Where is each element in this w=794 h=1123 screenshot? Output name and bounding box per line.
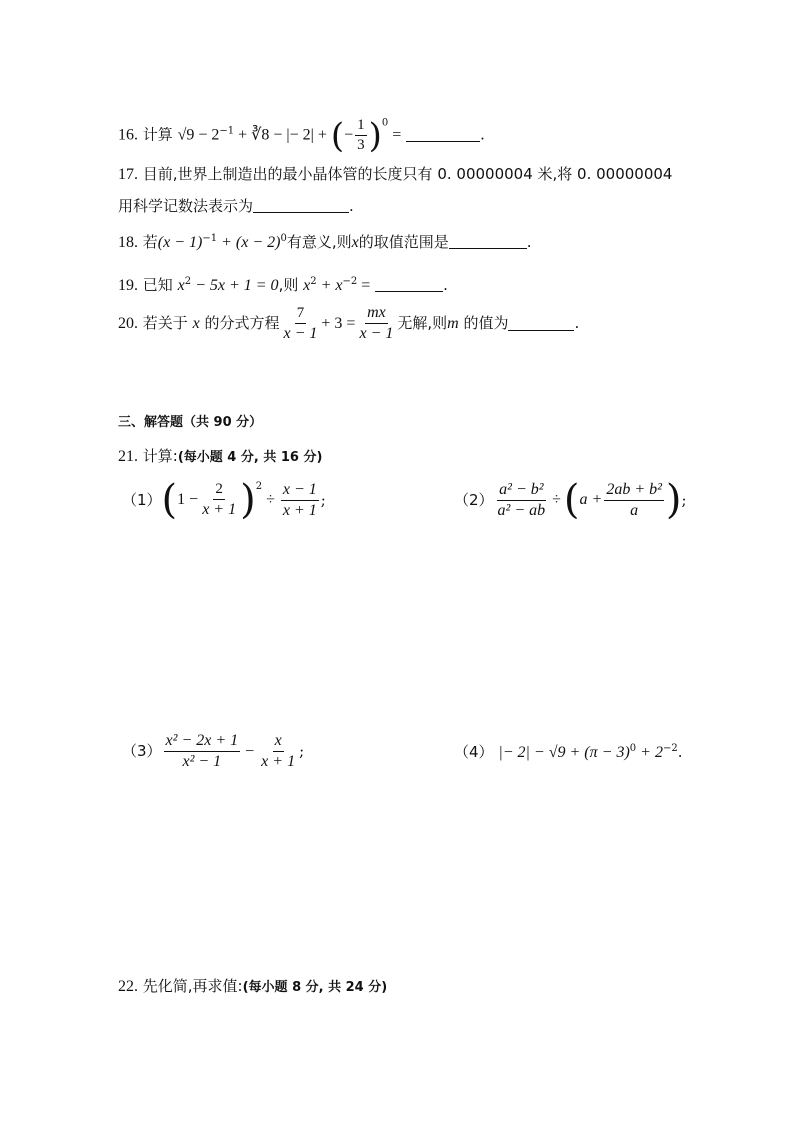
section-heading: 三、解答题（共 90 分） [118,415,263,430]
fraction: $\frac{2}{x + 1}$ [202,481,237,518]
fraction: $\frac{\text{2ab + b²}}{a}$ [606,480,662,519]
question-number: 22. [118,978,138,995]
fraction: $\frac{\text{a² − b²}}{\text{a² − ab}}$ [497,480,546,519]
answer-blank[interactable] [406,127,480,142]
exponent: −1 [219,125,235,137]
math-expression: |− 2| − √9 + (π − 3) [498,744,630,761]
fraction: $\frac{\text{x² − 2x + 1}}{\text{x² − 1}}$ [165,732,239,770]
fraction: $\frac{mx}{x - 1}$ [359,304,394,342]
math-expression: (x − 1) [157,234,203,251]
question-17 [118,167,672,183]
part-label: （1） [122,490,162,509]
question-19: 19. 已知 $x^2 - 5x + 1 = 0$,则 $x^2 + x^{-2}$ = . [118,276,448,294]
part-label: （3） [122,742,162,760]
answer-blank[interactable] [253,198,349,213]
question-number: 19. [118,277,138,294]
question-21-part-2: （2） $\frac{\text{a² − b²}}{\text{a² − ab}}$ ÷ ( a + $\frac{\text{2ab + b²}}{a}$ ) ; [454,477,687,523]
question-21: 21. 计算:(每小题 4 分, 共 16 分) [118,447,323,465]
question-21-part-3: （3） $\frac{\text{x² − 2x + 1}}{\text{x² − 1}}$ − $\frac{x}{x + 1}$ ; [122,732,305,770]
answer-blank[interactable] [375,277,443,292]
question-number: 21. [118,448,138,465]
fraction: $\frac{1}{3}$ [357,117,365,153]
fraction: $\frac{7}{x - 1}$ [283,304,318,342]
question-number: 17. [118,166,138,183]
question-text: 计算 [142,125,173,144]
score-note: (每小题 8 分, 共 24 分) [242,980,388,995]
math-expression: + (x − 2) [217,234,281,251]
question-20: 20. 若关于 x 的分式方程 $\frac{7}{x - 1}$ + 3 = $\frac{mx}{x - 1}$ 无解,则 m 的值为 . [118,304,580,342]
part-label: （2） [454,490,494,509]
question-text: 用科学记数法表示为 [118,197,254,215]
question-number: 18. [118,234,138,251]
math-expression: √9 − 2 [177,126,220,144]
question-text: 目前,世界上制造出的最小晶体管的长度只有 0. 00000004 米,将 0. 00000004 [142,165,673,183]
score-note: (每小题 4 分, 共 16 分) [177,450,323,465]
question-number: 16. [118,126,138,144]
fraction: $\frac{x - 1}{x + 1}$ [282,480,317,519]
exponent: 0 [381,117,389,129]
question-22: 22. 先化简,再求值:(每小题 8 分, 共 24 分) [118,977,388,995]
answer-blank[interactable] [508,316,574,331]
question-number: 20. [118,314,138,332]
question-18: 18. 若$(x - 1)^{-1} + (x - 2)^0$有意义,则x的取值范围是 . [118,233,532,251]
question-17-line2: 用科学记数法表示为 . [118,197,354,215]
question-21-part-4: （4） |− $2| - √9 + (\pi - 3)^0 + 2^{-2}$. [454,743,683,761]
fraction: $\frac{x}{x + 1}$ [261,732,296,770]
question-16: 16. 计算 $√9 - 2^{-1}$ + ∛8 − |− 2| + (− $\frac{1}{3}$ )$^0$ = . [118,115,485,156]
math-expression: + ∛8 − |− 2| + [234,126,331,144]
answer-blank[interactable] [449,234,527,249]
part-label: （4） [454,743,494,761]
question-21-part-1: （1） ( 1 − $\frac{2}{x + 1}$ ) $^2$ ÷ $\frac{x - 1}{x + 1}$ ; [122,477,326,523]
